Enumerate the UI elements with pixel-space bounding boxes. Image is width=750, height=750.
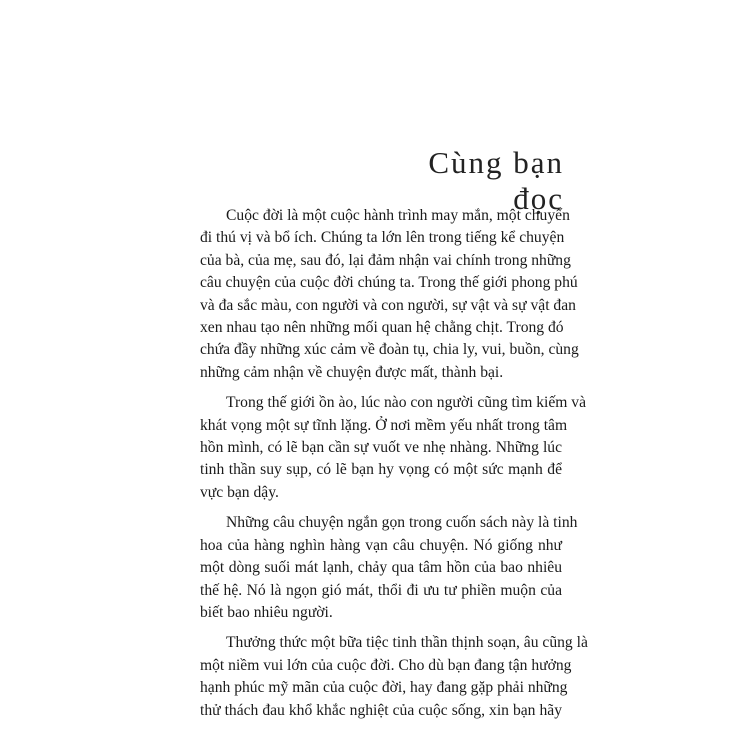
text-line: Những câu chuyện ngắn gọn trong cuốn sách này là tinh (226, 514, 578, 532)
text-line: một niềm vui lớn của cuộc đời. Cho dù bạn đang tận hưởng (200, 656, 572, 674)
text-line: và đa sắc màu, con người và con người, sự vật và sự vật đan (200, 296, 576, 314)
text-line: những cảm nhận về chuyện được mất, thành bại. (200, 363, 504, 381)
page-title: Cùng bạn đọc (428, 144, 564, 216)
text-line: Thưởng thức một bữa tiệc tinh thần thịnh soạn, âu cũng là (226, 634, 588, 652)
paragraph (200, 392, 587, 504)
text-line: câu chuyện của cuộc đời chúng ta. Trong thế giới phong phú (200, 274, 578, 292)
text-line: hoa của hàng nghìn hàng vạn câu chuyện. Nó giống như (200, 536, 562, 554)
text-line: của bà, của mẹ, sau đó, lại đảm nhận vai chính trong những (200, 251, 571, 269)
text-line: thế hệ. Nó là ngọn gió mát, thổi đi ưu tư phiền muộn của (200, 581, 562, 599)
body-text (200, 205, 588, 730)
text-line: đi thú vị và bổ ích. Chúng ta lớn lên trong tiếng kể chuyện (200, 229, 565, 247)
text-line: hồn mình, có lẽ bạn cần sự vuốt ve nhẹ nhàng. Những lúc (200, 439, 562, 457)
paragraph (200, 632, 588, 722)
text-line: một dòng suối mát lạnh, chảy qua tâm hồn của bao nhiêu (200, 559, 562, 577)
text-line: chứa đầy những xúc cảm về đoàn tụ, chia ly, vui, buồn, cùng (200, 341, 579, 359)
text-line: biết bao nhiêu người. (200, 603, 333, 621)
text-line: thử thách đau khổ khắc nghiệt của cuộc sống, xin bạn hãy (200, 701, 562, 719)
text-line: vực bạn dậy. (200, 483, 279, 501)
text-line: tinh thần suy sụp, có lẽ bạn hy vọng có một sức mạnh để (200, 461, 562, 479)
text-line: xen nhau tạo nên những mối quan hệ chằng chịt. Trong đó (200, 319, 564, 337)
text-line: hạnh phúc mỹ mãn của cuộc đời, hay đang gặp phải những (200, 679, 568, 697)
text-line: Cuộc đời là một cuộc hành trình may mắn, một chuyến (226, 207, 570, 224)
text-line: Trong thế giới ồn ào, lúc nào con người cũng tìm kiếm và (226, 394, 587, 412)
paragraph (200, 512, 578, 624)
paragraph (200, 205, 579, 384)
text-line: khát vọng một sự tĩnh lặng. Ở nơi mềm yếu nhất trong tâm (200, 416, 568, 434)
